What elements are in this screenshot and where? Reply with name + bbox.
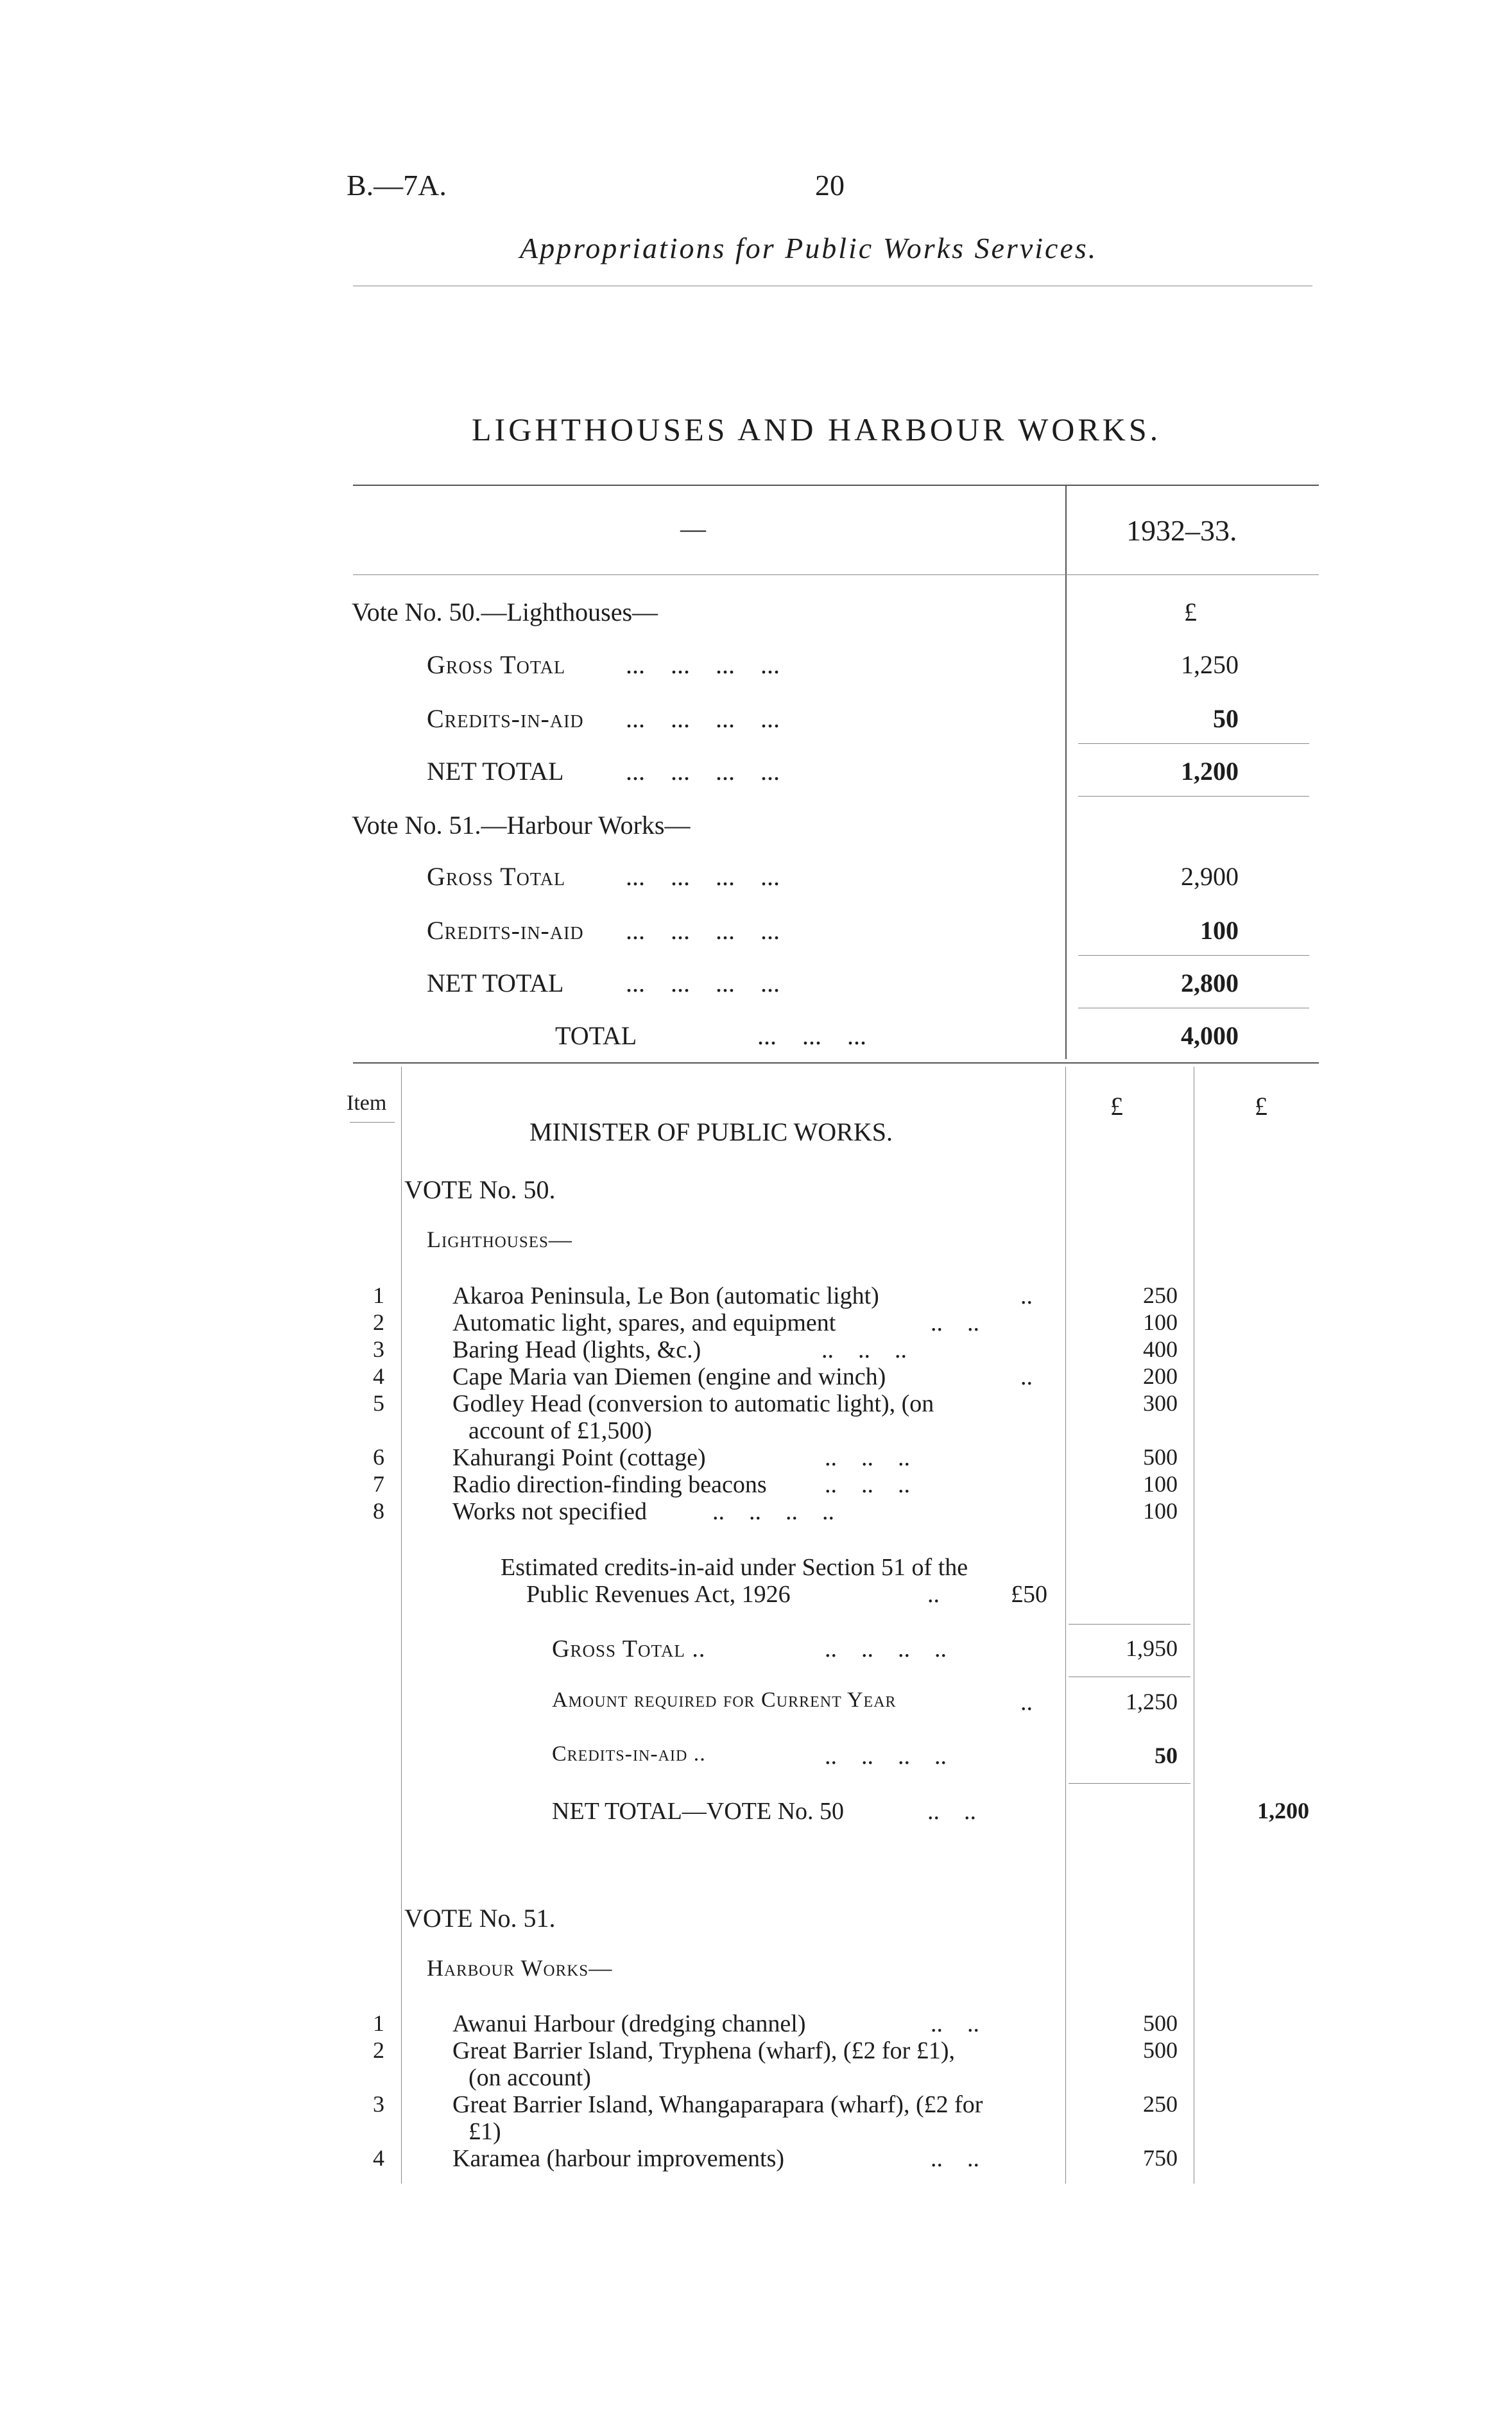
- summary-bottom-rule: [353, 1062, 1319, 1064]
- dot-leader: ... ... ... ...: [626, 704, 780, 733]
- summary-top-rule: [353, 485, 1319, 486]
- item-description: Karamea (harbour improvements): [452, 2145, 785, 2172]
- rule: [1069, 1783, 1190, 1784]
- item-amount: 300: [1143, 1390, 1178, 1416]
- vote51-gross-label: Gross Total: [427, 862, 566, 891]
- rule: [1078, 955, 1309, 956]
- item-number: 3: [373, 2091, 384, 2117]
- item-amount: 100: [1143, 1498, 1178, 1524]
- item-number: 3: [373, 1336, 384, 1362]
- item-description: Great Barrier Island, Whangaparapara (wharf), (£2 for: [452, 2091, 983, 2118]
- item-description: Great Barrier Island, Tryphena (wharf), (£2 for £1),: [452, 2037, 955, 2064]
- dot-leader: .. ..: [931, 1309, 979, 1336]
- estimated-credits-line2: Public Revenues Act, 1926: [526, 1581, 791, 1608]
- item-description: Works not specified: [452, 1498, 647, 1525]
- gross-total-amount: 1,950: [1126, 1635, 1178, 1661]
- item-number: 5: [373, 1390, 384, 1416]
- estimated-credits-amount: £50: [1011, 1581, 1047, 1608]
- item-amount: 500: [1143, 2037, 1178, 2063]
- section-title: LIGHTHOUSES AND HARBOUR WORKS.: [472, 411, 1162, 447]
- item-number: 6: [373, 1444, 384, 1470]
- item-number: 2: [373, 1309, 384, 1335]
- dot-leader: ... ... ... ...: [626, 757, 780, 786]
- amount-required-amount: 1,250: [1126, 1689, 1178, 1714]
- item-amount: 200: [1143, 1363, 1178, 1389]
- vote50-section-heading: Lighthouses—: [427, 1227, 572, 1252]
- minister-heading: MINISTER OF PUBLIC WORKS.: [529, 1117, 893, 1146]
- vote51-net-label: NET TOTAL: [427, 969, 564, 997]
- net-total-vote50-amount: 1,200: [1257, 1798, 1309, 1824]
- item-description-continued: account of £1,500): [468, 1417, 652, 1444]
- credits-in-aid-label: Credits-in-aid ..: [552, 1742, 706, 1766]
- vote51-heading: VOTE No. 51.: [404, 1904, 556, 1933]
- item-column-divider: [401, 1067, 402, 2184]
- item-number: 2: [373, 2037, 384, 2063]
- vote51-credits-amount: 100: [1200, 916, 1239, 945]
- summary-pound-sign: £: [1184, 598, 1197, 626]
- dot-leader: .. .. .. ..: [712, 1498, 834, 1525]
- vote50-net-amount: 1,200: [1181, 757, 1239, 786]
- item-header: Item: [347, 1091, 387, 1115]
- item-number: 1: [373, 1282, 384, 1308]
- amount-pound-header: £: [1110, 1092, 1123, 1121]
- dot-leader: .. ..: [927, 1798, 976, 1825]
- dot-leader: ..: [1020, 1363, 1033, 1390]
- vote51-net-amount: 2,800: [1181, 969, 1239, 997]
- rule: [1078, 743, 1309, 744]
- item-description: Cape Maria van Diemen (engine and winch): [452, 1363, 886, 1390]
- item-description: Akaroa Peninsula, Le Bon (automatic light): [452, 1282, 879, 1309]
- item-description: Godley Head (conversion to automatic light), (on: [452, 1390, 934, 1417]
- vote50-heading: VOTE No. 50.: [404, 1175, 556, 1204]
- dot-leader: .. .. ..: [821, 1336, 907, 1363]
- item-amount: 500: [1143, 2010, 1178, 2036]
- dot-leader: ... ... ... ...: [626, 862, 780, 891]
- dot-leader: ..: [1020, 1689, 1033, 1716]
- item-description-continued: £1): [468, 2118, 501, 2145]
- item-amount: 400: [1143, 1336, 1178, 1362]
- item-amount: 250: [1143, 1282, 1178, 1308]
- dot-leader: .. ..: [931, 2145, 979, 2172]
- item-amount: 250: [1143, 2091, 1178, 2117]
- rule: [1069, 1624, 1190, 1625]
- dot-leader: .. .. .. ..: [825, 1743, 947, 1770]
- item-amount: 500: [1143, 1444, 1178, 1470]
- item-description: Baring Head (lights, &c.): [452, 1336, 701, 1363]
- dot-leader: ..: [1020, 1282, 1033, 1309]
- gross-total-label: Gross Total ..: [552, 1635, 706, 1662]
- item-description: Radio direction-finding beacons: [452, 1471, 767, 1498]
- dot-leader: .. .. ..: [825, 1471, 910, 1498]
- item-description: Automatic light, spares, and equipment: [452, 1309, 836, 1336]
- item-number: 8: [373, 1498, 384, 1524]
- grand-total-label: TOTAL: [555, 1021, 637, 1050]
- dot-leader: ... ... ...: [757, 1021, 866, 1050]
- rule: [1078, 796, 1309, 797]
- summary-year-header: 1932–33.: [1126, 514, 1237, 547]
- page-subtitle: Appropriations for Public Works Services.: [520, 232, 1098, 264]
- dot-leader: ... ... ... ...: [626, 650, 780, 679]
- rule: [350, 1122, 395, 1123]
- dot-leader: ... ... ... ...: [626, 916, 780, 945]
- item-number: 4: [373, 2145, 384, 2171]
- dot-leader: ..: [927, 1581, 940, 1608]
- net-total-vote50-label: NET TOTAL—VOTE No. 50: [552, 1798, 845, 1825]
- vote50-gross-amount: 1,250: [1181, 650, 1239, 679]
- page-number: 20: [815, 169, 845, 202]
- dot-leader: .. .. ..: [825, 1444, 910, 1471]
- vote50-label: Vote No. 50.—Lighthouses—: [352, 598, 658, 626]
- vote51-label: Vote No. 51.—Harbour Works—: [352, 811, 691, 840]
- document-reference: B.—7A.: [347, 169, 447, 202]
- item-amount: 100: [1143, 1471, 1178, 1497]
- amount-required-label: Amount required for Current Year: [552, 1688, 897, 1712]
- item-description-continued: (on account): [468, 2064, 591, 2091]
- summary-dash-header: —: [680, 514, 706, 543]
- vote50-gross-label: Gross Total: [427, 650, 566, 679]
- vote50-credits-amount: 50: [1213, 704, 1239, 733]
- grand-total-amount: 4,000: [1181, 1021, 1239, 1050]
- dot-leader: .. ..: [931, 2010, 979, 2037]
- vote50-net-label: NET TOTAL: [427, 757, 564, 786]
- item-number: 7: [373, 1471, 384, 1497]
- item-amount: 750: [1143, 2145, 1178, 2171]
- item-number: 1: [373, 2010, 384, 2036]
- item-description: Awanui Harbour (dredging channel): [452, 2010, 806, 2037]
- total-pound-header: £: [1255, 1092, 1267, 1121]
- credits-in-aid-amount: 50: [1155, 1743, 1178, 1768]
- item-description: Kahurangi Point (cottage): [452, 1444, 706, 1471]
- vote50-credits-label: Credits-in-aid: [427, 704, 584, 733]
- estimated-credits-line1: Estimated credits-in-aid under Section 51 of the: [501, 1554, 968, 1581]
- dot-leader: ... ... ... ...: [626, 969, 780, 997]
- item-amount: 100: [1143, 1309, 1178, 1335]
- summary-column-divider: [1065, 485, 1067, 1059]
- dot-leader: .. .. .. ..: [825, 1635, 947, 1662]
- amount-column-divider: [1065, 1067, 1066, 2184]
- item-number: 4: [373, 1363, 384, 1389]
- vote51-section-heading: Harbour Works—: [427, 1955, 613, 1981]
- summary-header-rule: [353, 574, 1319, 575]
- vote51-gross-amount: 2,900: [1181, 862, 1239, 891]
- vote51-credits-label: Credits-in-aid: [427, 916, 584, 945]
